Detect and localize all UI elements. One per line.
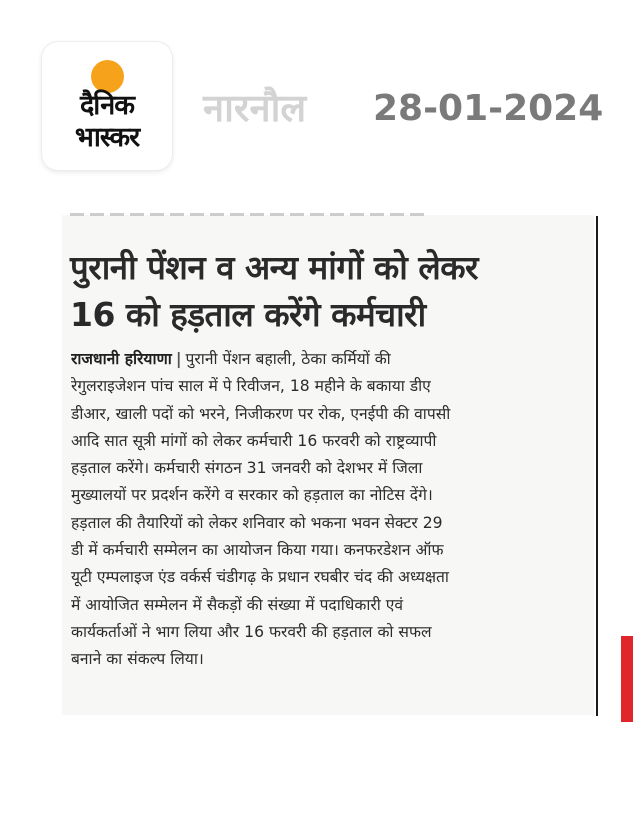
body-line: यूटी एम्पलाइज एंड वर्कर्स चंडीगढ़ के प्रधान रघबीर चंद की अध्यक्षता: [71, 568, 449, 587]
body-line: रेगुलराइजेशन पांच साल में पे रिवीजन, 18 महीने के बकाया डीए: [71, 377, 431, 396]
adjacent-red-block: [621, 636, 633, 722]
body-line: में आयोजित सम्मेलन में सैकड़ों की संख्या में पदाधिकारी एवं: [71, 595, 404, 614]
edition-date: 28-01-2024: [373, 88, 604, 129]
dateline-separator: |: [175, 350, 182, 368]
body-line: हड़ताल की तैयारियों को लेकर शनिवार को भकना भवन सेक्टर 29: [71, 513, 443, 532]
logo-text-line1: दैनिक: [79, 90, 135, 121]
headline-line: 16 को हड़ताल करेंगे कर्मचारी: [70, 295, 426, 334]
body-line: कार्यकर्ताओं ने भाग लिया और 16 फरवरी की हड़ताल को सफल: [71, 622, 432, 641]
article-dateline: राजधानी हरियाणा: [71, 350, 172, 368]
article-first-line: [71, 346, 587, 373]
column-divider: [596, 216, 598, 716]
body-line: आदि सात सूत्री मांगों को लेकर कर्मचारी 16 फरवरी को राष्ट्रव्यापी: [71, 431, 437, 450]
clipping-top-rule: [70, 213, 430, 216]
article-body: [71, 346, 587, 674]
body-line: बनाने का संकल्प लिया।: [71, 650, 204, 669]
body-line: मुख्यालयों पर प्रदर्शन करेंगे व सरकार को हड़ताल का नोटिस देंगे।: [71, 486, 433, 505]
logo-text-line2: भास्कर: [74, 122, 140, 153]
newspaper-logo: [42, 42, 172, 170]
sun-icon: [91, 60, 124, 93]
headline-line: पुरानी पेंशन व अन्य मांगों को लेकर: [70, 248, 479, 287]
body-line: डी में कर्मचारी सम्मेलन का आयोजन किया गया। कनफरडेशन ऑफ: [71, 541, 444, 560]
body-line: हड़ताल करेंगे। कर्मचारी संगठन 31 जनवरी को देशभर में जिला: [71, 459, 423, 478]
edition-place: नारनौल: [203, 86, 307, 130]
article-headline: [70, 244, 590, 338]
body-line: डीआर, खाली पदों को भरने, निजीकरण पर रोक, एनईपी की वापसी: [71, 404, 451, 423]
first-line-text: पुरानी पेंशन बहाली, ठेका कर्मियों की: [185, 350, 391, 368]
